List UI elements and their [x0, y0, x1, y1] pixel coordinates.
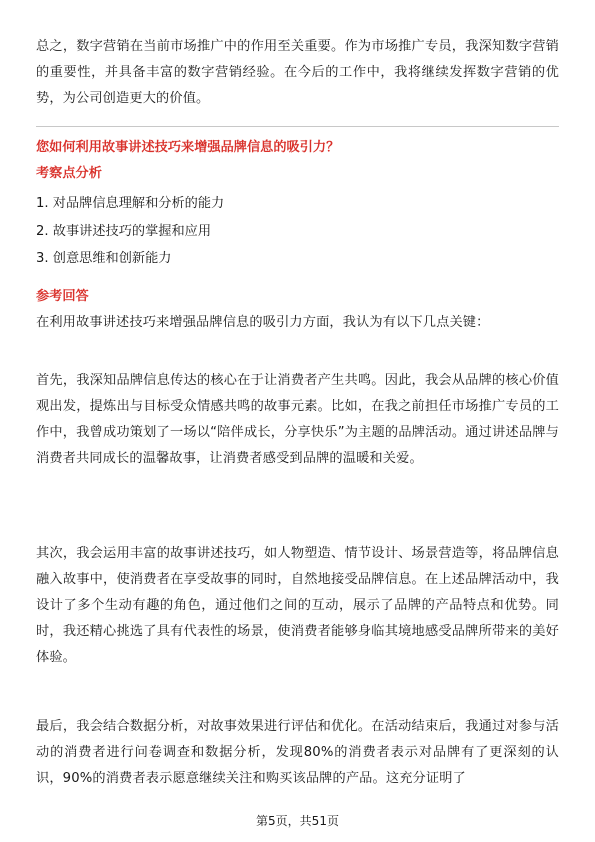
analysis-point: 3. 创意思维和创新能力	[36, 251, 172, 266]
analysis-heading: 考察点分析	[36, 166, 102, 181]
answer-paragraph: 最后，我会结合数据分析，对故事效果进行评估和优化。在活动结束后，我通过对参与活动的消费者进行问卷调查和数据分析，发现80%的消费者表示对品牌有了更深刻的认识，90%的消费者表示愿意继续关注和购买该品牌的产品。这充分证明了	[36, 719, 559, 786]
section-divider	[36, 126, 559, 127]
answer-paragraph: 首先，我深知品牌信息传达的核心在于让消费者产生共鸣。因此，我会从品牌的核心价值观出发，提炼出与目标受众情感共鸣的故事元素。比如，在我之前担任市场推广专员的工作中，我曾成功策划了一场以“陪伴成长，分享快乐”为主题的品牌活动。通过讲述品牌与消费者共同成长的温馨故事，让消费者感受到品牌的温暖和关爱。	[36, 373, 559, 466]
page-footer: 第5页，共51页	[256, 814, 339, 828]
intro-paragraph: 总之，数字营销在当前市场推广中的作用至关重要。作为市场推广专员，我深知数字营销的重要性，并具备丰富的数字营销经验。在今后的工作中，我将继续发挥数字营销的优势，为公司创造更大的价值。	[36, 39, 559, 106]
answer-paragraph: 在利用故事讲述技巧来增强品牌信息的吸引力方面，我认为有以下几点关键：	[36, 315, 490, 330]
analysis-point: 2. 故事讲述技巧的掌握和应用	[36, 223, 212, 239]
analysis-point: 1. 对品牌信息理解和分析的能力	[36, 196, 225, 211]
answer-paragraph: 其次，我会运用丰富的故事讲述技巧，如人物塑造、情节设计、场景营造等，将品牌信息融入故事中，使消费者在享受故事的同时，自然地接受品牌信息。在上述品牌活动中，我设计了多个生动有趣的角色，通过他们之间的互动，展示了品牌的产品特点和优势。同时，我还精心挑选了具有代表性的场景，使消费者能够身临其境地感受品牌所带来的美好体验。	[36, 546, 559, 665]
question-title: 您如何利用故事讲述技巧来增强品牌信息的吸引力？	[36, 140, 340, 155]
answer-heading: 参考回答	[36, 289, 89, 304]
analysis-points	[36, 190, 559, 273]
